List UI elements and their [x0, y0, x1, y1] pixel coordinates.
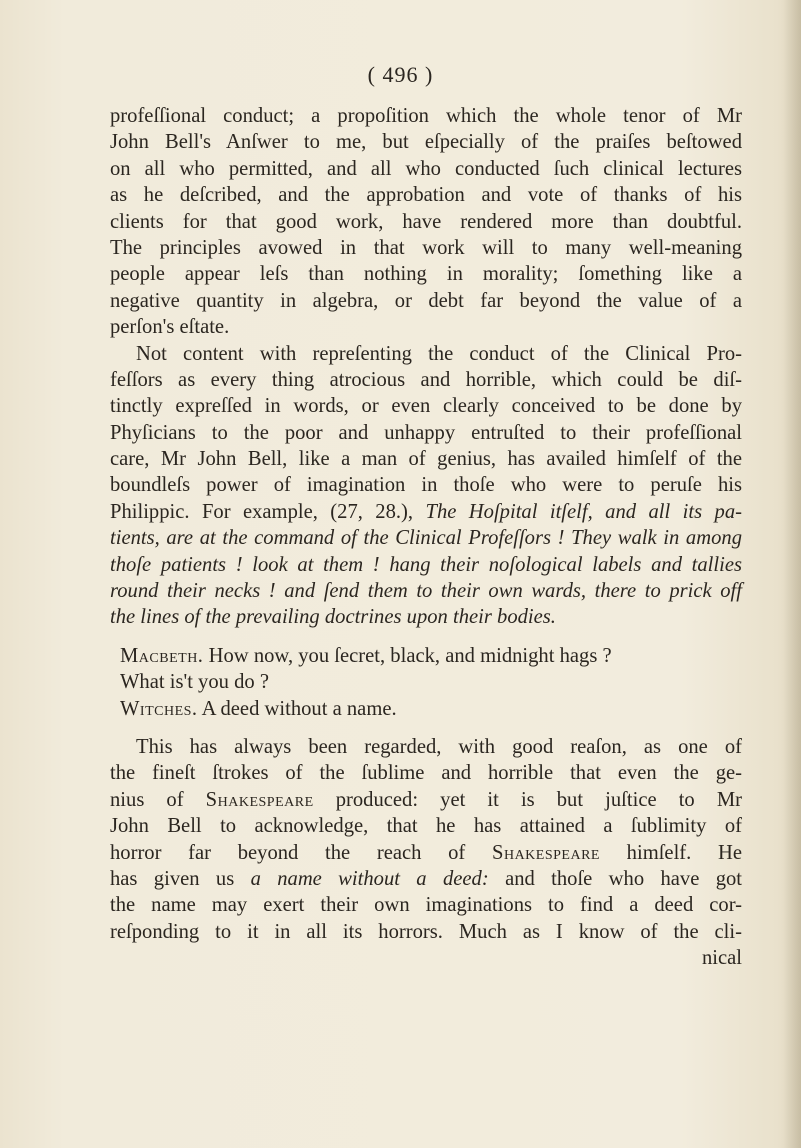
dialogue-line — [110, 696, 742, 722]
italic-line — [110, 578, 742, 604]
page-edge-shadow — [783, 0, 801, 1148]
spacer — [110, 631, 742, 643]
text-line: negative quantity in algebra, or debt far beyond the value of a — [110, 289, 742, 312]
catchword: nical — [701, 947, 742, 970]
text-segment: has given us — [110, 867, 235, 890]
page-number: ( 496 ) — [367, 62, 434, 87]
text-line: John Bell's Anſwer to me, but eſpecially of the praiſes beſtowed — [110, 131, 742, 154]
speech: How now, you ſecret, black, and midnight hags ? — [208, 644, 612, 667]
text-line: tinctly expreſſed in words, or even clearly conceived to be done by — [110, 395, 742, 418]
text-line — [110, 840, 742, 866]
dialogue-line: What is't you do ? — [120, 671, 269, 694]
text-line: Not content with repreſenting the conduct of the Clinical Pro- — [136, 342, 742, 365]
italic-quote: tients, are at the command of the Clinical Profeſſors ! They walk in among — [110, 527, 742, 550]
italic-phrase: a name without a deed: — [250, 867, 489, 890]
text-line: on all who permitted, and all who conducted ſuch clinical lectures — [110, 157, 742, 180]
text-line: profeſſional conduct; a propoſition which the whole tenor of Mr — [110, 105, 742, 127]
italic-quote: the lines of the prevailing doctrines upon their bodies. — [110, 606, 556, 629]
text-line — [110, 499, 742, 525]
italic-line — [110, 552, 742, 578]
speaker-name: Witches. — [120, 697, 198, 720]
text-line: John Bell to acknowledge, that he has attained a ſublimity of — [110, 815, 742, 838]
text-segment: horror far beyond the reach of — [110, 841, 466, 864]
italic-quote: thoſe patients ! look at them ! hang their noſological labels and tallies — [110, 553, 742, 576]
author-name: Shakespeare — [205, 788, 314, 811]
speech: A deed without a name. — [201, 697, 397, 720]
spacer — [110, 722, 742, 734]
text-line: The principles avowed in that work will to many well-meaning — [110, 236, 742, 259]
text-line: as he deſcribed, and the approbation and vote of thanks of his — [110, 184, 742, 207]
text-line: Phyſicians to the poor and unhappy entruſted to their profeſſional — [110, 421, 742, 444]
text-line: feſſors as every thing atrocious and horrible, which could be diſ- — [110, 368, 742, 391]
text-segment: and thoſe who have got — [505, 867, 743, 890]
text-segment: nius of — [110, 788, 184, 811]
italic-line — [110, 604, 742, 630]
author-name: Shakespeare — [492, 841, 600, 864]
text-segment: Philippic. For example, (27, 28.), — [110, 500, 414, 523]
text-line: care, Mr John Bell, like a man of genius, has availed himſelf of the — [110, 448, 742, 471]
body-text — [110, 103, 742, 972]
text-line: boundleſs power of imagination in thoſe who were to peruſe his — [110, 474, 742, 497]
text-line: perſon's eſtate. — [110, 316, 230, 339]
dialogue-line — [110, 643, 742, 669]
text-line: clients for that good work, have rendered more than doubtful. — [110, 210, 742, 233]
text-line: This has always been regarded, with good reaſon, as one of — [136, 735, 742, 758]
text-line — [110, 866, 742, 892]
italic-line — [110, 525, 742, 551]
text-line — [110, 787, 742, 813]
text-segment: himſelf. He — [626, 841, 743, 864]
italic-quote: round their necks ! and ſend them to their own wards, there to prick off — [110, 580, 742, 603]
text-line: the name may exert their own imaginations to find a deed cor- — [110, 894, 742, 917]
text-segment: produced: yet it is but juſtice to Mr — [335, 788, 742, 811]
text-line: reſponding to it in all its horrors. Much as I know of the cli- — [110, 920, 742, 943]
text-line: people appear leſs than nothing in morality; ſomething like a — [110, 263, 742, 286]
speaker-name: Macbeth. — [120, 644, 204, 667]
italic-quote: The Hoſpital itſelf, and all its pa- — [425, 500, 742, 523]
text-line: the fineſt ſtrokes of the ſublime and horrible that even the ge- — [110, 762, 742, 785]
